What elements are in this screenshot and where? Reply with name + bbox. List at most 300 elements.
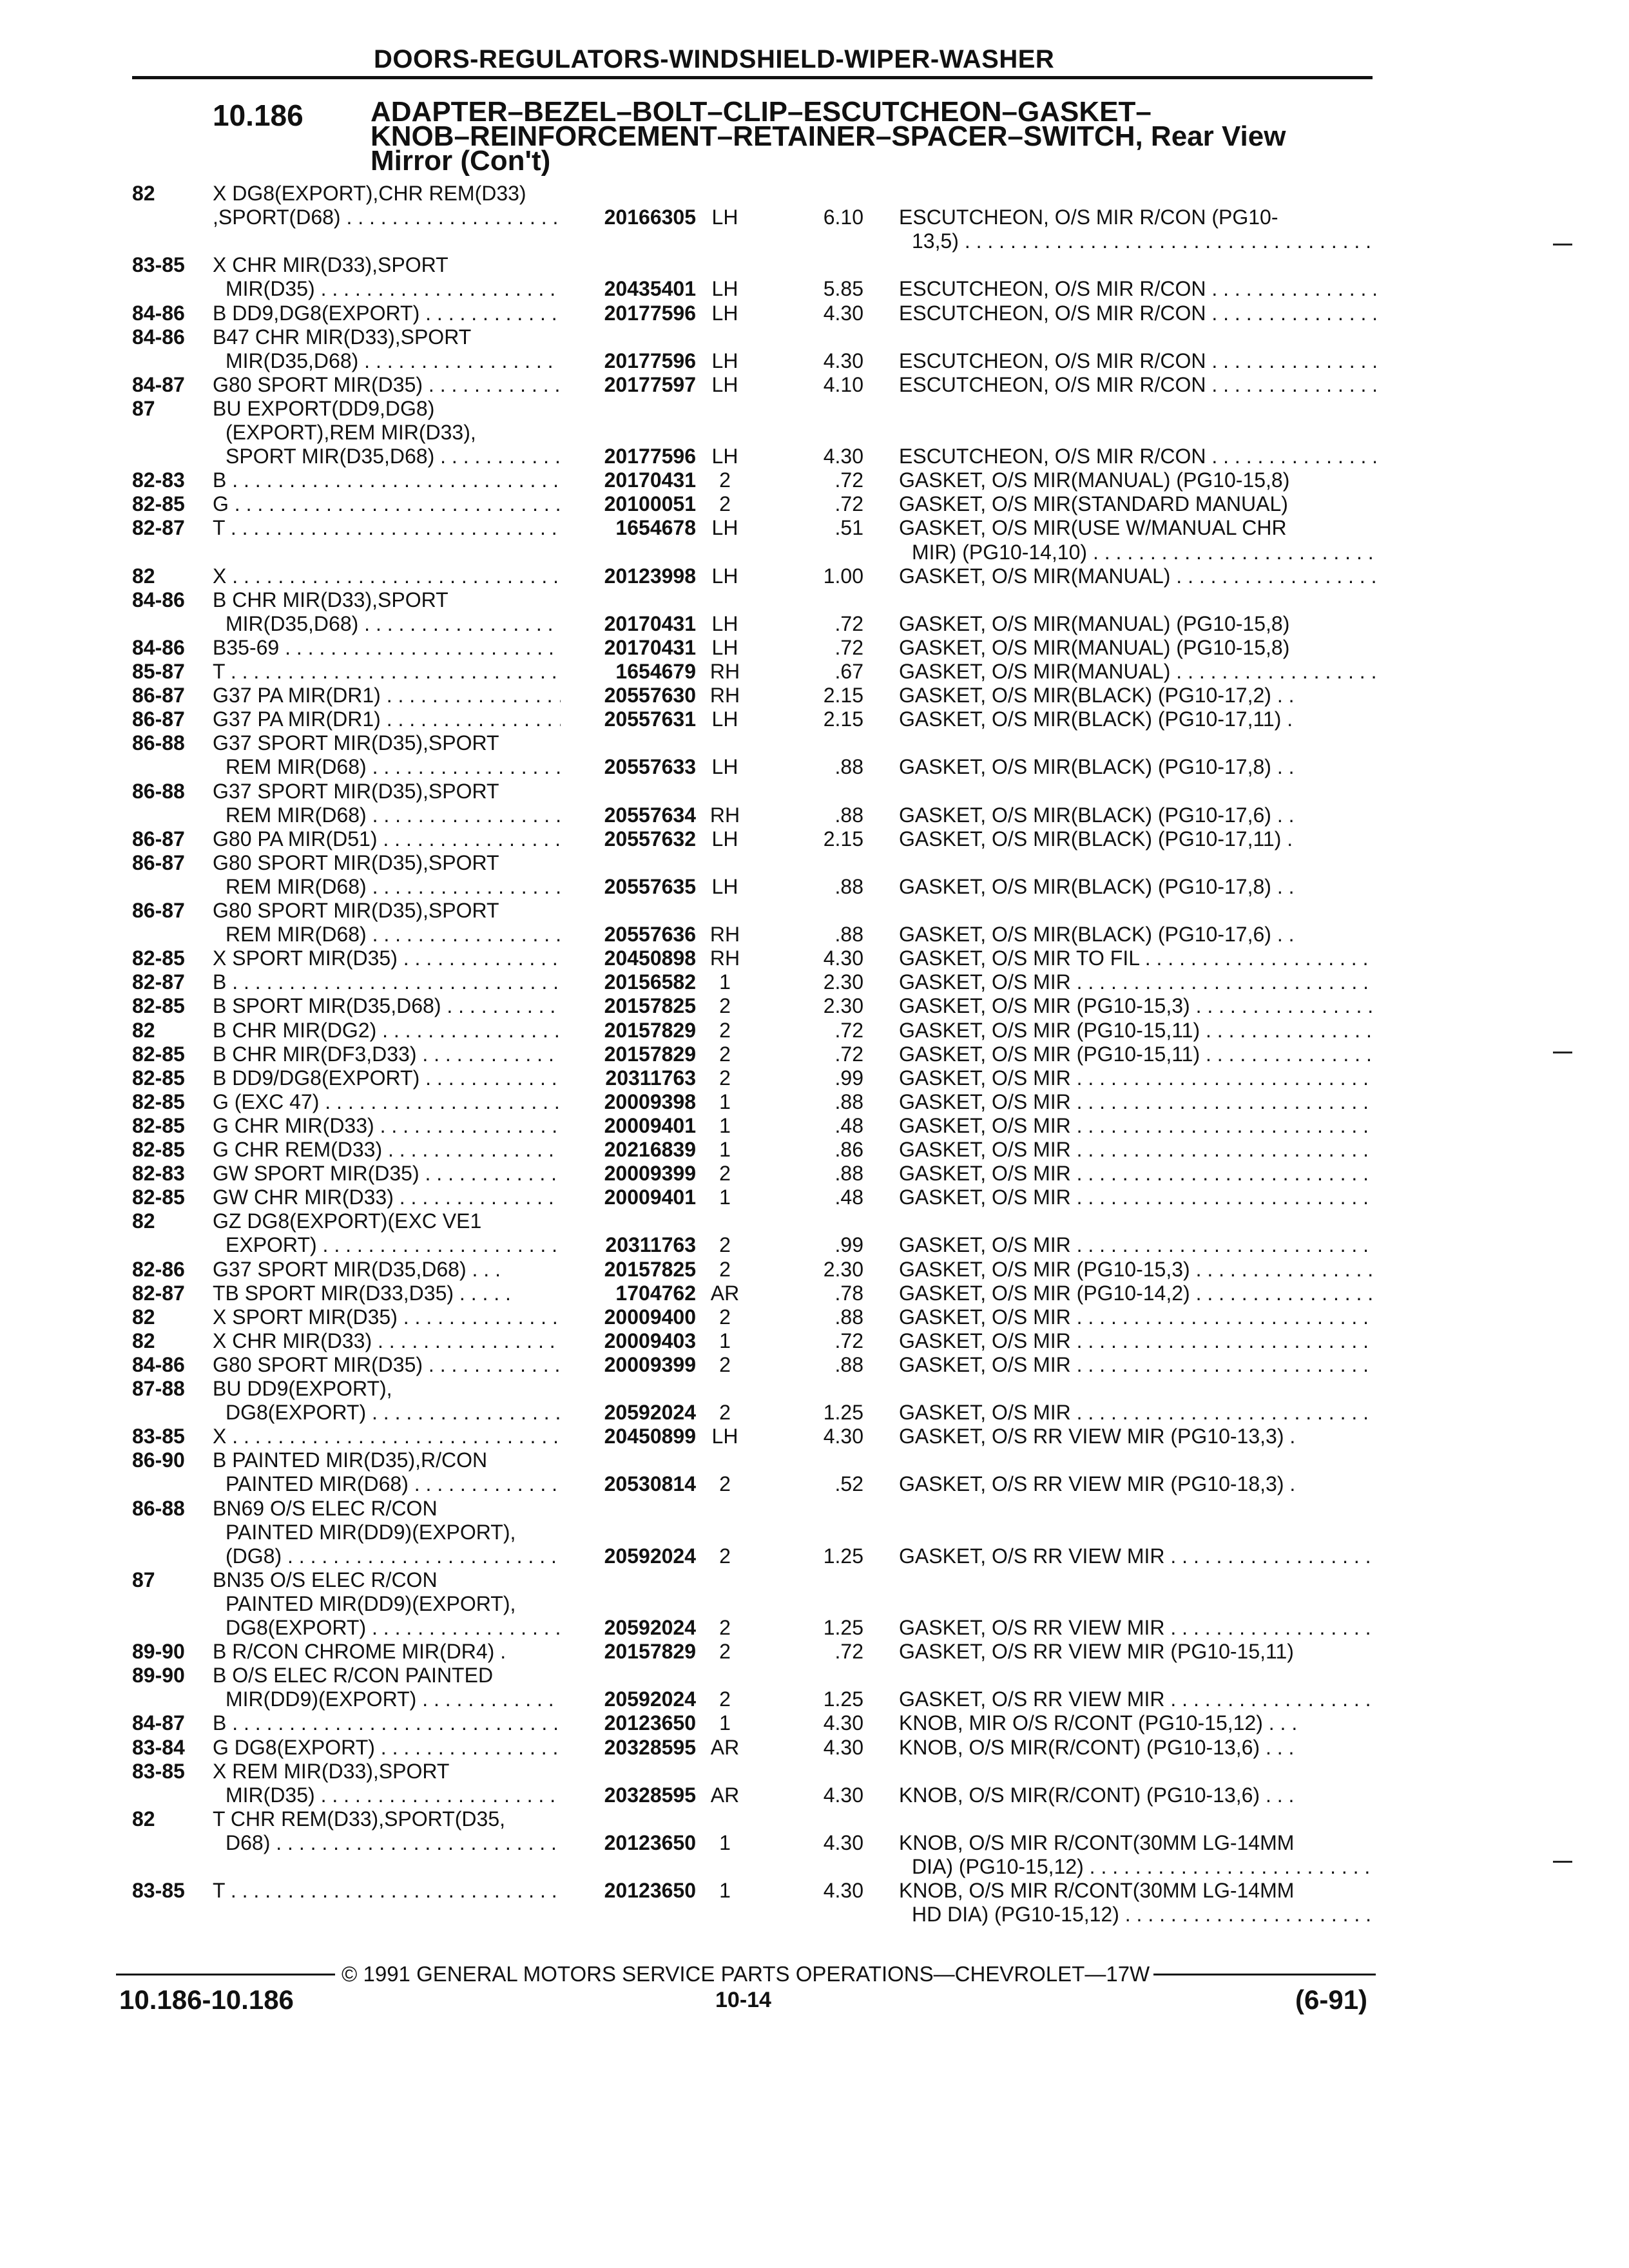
- row-year: 82: [132, 564, 155, 588]
- row-description: X SPORT MIR(D35) . . .: [213, 947, 561, 970]
- row-description: (EXPORT),REM MIR(D33),: [226, 421, 476, 444]
- row-quantity: RH: [709, 923, 740, 947]
- row-description: G . . .: [213, 492, 561, 516]
- table-row: [0, 994, 1629, 1018]
- row-description: G37 SPORT MIR(D35),SPORT: [213, 779, 499, 803]
- row-part-name: GASKET, O/S MIR(STANDARD MANUAL): [899, 492, 1288, 516]
- row-description: TB SPORT MIR(D33,D35) . . . . .: [213, 1281, 511, 1305]
- row-part-name: GASKET, O/S MIR(BLACK) (PG10-17,11) .: [899, 827, 1293, 850]
- row-part-number: 20311763: [605, 1233, 696, 1257]
- row-price: .88: [834, 1305, 863, 1329]
- row-year: 82: [132, 1807, 155, 1831]
- margin-mark: [1553, 1861, 1572, 1863]
- row-description: PAINTED MIR(D68) . . .: [226, 1472, 561, 1496]
- row-description: G37 PA MIR(DR1) . . .: [213, 684, 561, 707]
- row-quantity: LH: [711, 349, 738, 372]
- row-description: REM MIR(D68) . . .: [226, 875, 561, 899]
- row-description: GZ DG8(EXPORT)(EXC VE1: [213, 1209, 482, 1233]
- row-year: 84-87: [132, 1711, 185, 1735]
- row-year: 86-87: [132, 827, 185, 850]
- row-part-number: 20557633: [604, 755, 696, 779]
- table-row: [0, 780, 1629, 803]
- row-year: 82-87: [132, 1281, 185, 1305]
- row-description: B . . .: [213, 970, 561, 994]
- row-part-number: 20123650: [604, 1879, 696, 1903]
- row-part-name: ESCUTCHEON, O/S MIR R/CON . . .: [899, 277, 1376, 301]
- row-description: G80 SPORT MIR(D35) . . .: [213, 373, 561, 397]
- row-year: 82-85: [132, 1138, 185, 1161]
- table-row: [0, 1043, 1629, 1066]
- row-description: G80 SPORT MIR(D35),SPORT: [213, 899, 499, 922]
- table-row: [0, 1664, 1629, 1687]
- section-title-line-1: ADAPTER–BEZEL–BOLT–CLIP–ESCUTCHEON–GASKET–: [371, 96, 1152, 128]
- row-year: 82-85: [132, 994, 185, 1018]
- row-price: 4.30: [823, 445, 863, 468]
- row-year: 84-86: [132, 325, 185, 349]
- row-description: X . . .: [213, 1425, 561, 1448]
- row-part-name: KNOB, O/S MIR(R/CONT) (PG10-13,6) . . .: [899, 1735, 1295, 1759]
- row-quantity: 2: [719, 1544, 731, 1568]
- row-part-name: ESCUTCHEON, O/S MIR R/CON . . .: [899, 445, 1376, 468]
- row-price: 1.00: [823, 564, 863, 588]
- row-part-name: GASKET, O/S MIR(MANUAL) . . .: [899, 564, 1376, 588]
- row-quantity: LH: [711, 301, 738, 325]
- row-price: 4.30: [823, 301, 863, 325]
- row-part-number: 20216839: [604, 1138, 696, 1161]
- row-part-name: 13,5) . . .: [912, 229, 1376, 253]
- row-year: 83-85: [132, 1759, 185, 1783]
- row-part-number: 1654678: [615, 516, 696, 540]
- row-year: 82: [132, 182, 155, 205]
- row-price: 2.15: [823, 707, 863, 731]
- row-year: 89-90: [132, 1640, 185, 1664]
- table-row: [0, 421, 1629, 445]
- row-year: 82: [132, 1305, 155, 1329]
- table-row: [0, 1090, 1629, 1114]
- table-row: [0, 923, 1629, 947]
- table-row: [0, 1879, 1629, 1903]
- row-year: 86-87: [132, 899, 185, 922]
- row-part-number: 20123650: [604, 1831, 696, 1854]
- table-row: [0, 229, 1629, 253]
- table-row: [0, 1544, 1629, 1568]
- table-row: [0, 660, 1629, 684]
- row-part-name: ESCUTCHEON, O/S MIR R/CON . . .: [899, 302, 1376, 325]
- table-row: [0, 1425, 1629, 1448]
- row-description: X DG8(EXPORT),CHR REM(D33): [213, 182, 526, 205]
- row-year: 84-86: [132, 635, 185, 659]
- row-part-number: 1704762: [615, 1281, 696, 1305]
- row-description: T . . .: [213, 1879, 561, 1903]
- row-description: EXPORT) . . .: [226, 1233, 561, 1257]
- table-row: [0, 947, 1629, 970]
- table-row: [0, 1448, 1629, 1472]
- table-row: [0, 325, 1629, 349]
- row-quantity: 2: [719, 1401, 731, 1425]
- table-row: [0, 1616, 1629, 1640]
- table-row: [0, 1711, 1629, 1735]
- row-description: MIR(D35) . . .: [226, 277, 561, 301]
- row-part-name: GASKET, O/S MIR (PG10-15,11) . . .: [899, 1043, 1376, 1066]
- row-quantity: RH: [709, 803, 740, 827]
- row-part-number: 20170431: [604, 468, 696, 492]
- row-price: 6.10: [823, 206, 863, 229]
- row-year: 89-90: [132, 1664, 185, 1687]
- row-part-name: GASKET, O/S MIR(BLACK) (PG10-17,2) . .: [899, 684, 1295, 707]
- table-row: [0, 1855, 1629, 1879]
- row-price: .86: [834, 1138, 863, 1161]
- table-row: [0, 492, 1629, 516]
- margin-mark: [1553, 1052, 1572, 1053]
- row-part-name: GASKET, O/S RR VIEW MIR (PG10-18,3) .: [899, 1472, 1296, 1496]
- row-part-name: ESCUTCHEON, O/S MIR R/CON (PG10-: [899, 206, 1278, 229]
- row-part-name: GASKET, O/S MIR . . .: [899, 1305, 1376, 1329]
- row-description: DG8(EXPORT) . . .: [226, 1616, 561, 1640]
- row-quantity: LH: [711, 206, 738, 229]
- row-part-name: ESCUTCHEON, O/S MIR R/CON . . .: [899, 373, 1376, 397]
- table-row: [0, 182, 1629, 206]
- table-row: [0, 1329, 1629, 1353]
- row-description: MIR(D35,D68) . . .: [226, 349, 561, 373]
- table-row: [0, 1162, 1629, 1186]
- row-price: .99: [834, 1066, 863, 1090]
- row-quantity: LH: [711, 277, 738, 301]
- row-price: 5.85: [823, 277, 863, 301]
- row-quantity: 2: [719, 1687, 731, 1711]
- row-part-name: GASKET, O/S MIR . . .: [899, 1329, 1376, 1353]
- row-part-name: GASKET, O/S MIR (PG10-14,2) . . .: [899, 1282, 1376, 1305]
- row-quantity: 2: [719, 1257, 731, 1281]
- table-row: [0, 468, 1629, 492]
- row-year: 82: [132, 1329, 155, 1352]
- row-part-number: 20592024: [604, 1687, 696, 1711]
- table-row: [0, 349, 1629, 373]
- row-part-number: 20157825: [604, 994, 696, 1018]
- row-description: T . . .: [213, 516, 561, 540]
- row-quantity: RH: [709, 660, 740, 683]
- row-part-name: HD DIA) (PG10-15,12) . . .: [912, 1903, 1376, 1927]
- row-part-name: KNOB, MIR O/S R/CONT (PG10-15,12) . . .: [899, 1711, 1298, 1735]
- row-description: B R/CON CHROME MIR(DR4) .: [213, 1640, 506, 1664]
- table-row: [0, 612, 1629, 636]
- row-year: 82-85: [132, 1113, 185, 1137]
- row-description: ,SPORT(D68) . . .: [213, 206, 561, 229]
- table-row: [0, 277, 1629, 301]
- row-part-number: 20450899: [604, 1425, 696, 1448]
- row-description: DG8(EXPORT) . . .: [226, 1401, 561, 1425]
- row-part-number: 20156582: [604, 970, 696, 994]
- row-year: 82-87: [132, 970, 185, 994]
- row-part-name: KNOB, O/S MIR(R/CONT) (PG10-13,6) . . .: [899, 1783, 1295, 1807]
- row-price: .88: [834, 1090, 863, 1113]
- row-year: 82-86: [132, 1257, 185, 1281]
- row-price: 4.30: [823, 1711, 863, 1735]
- row-year: 86-87: [132, 684, 185, 707]
- row-description: MIR(D35) . . .: [226, 1783, 561, 1807]
- row-price: .88: [834, 755, 863, 779]
- row-quantity: AR: [710, 1281, 740, 1305]
- row-part-number: 20592024: [604, 1616, 696, 1639]
- row-year: 83-84: [132, 1735, 185, 1759]
- row-price: 4.30: [823, 1879, 863, 1903]
- row-year: 84-86: [132, 1352, 185, 1376]
- row-price: .72: [834, 1018, 863, 1042]
- row-price: 4.30: [823, 1783, 863, 1807]
- row-quantity: 1: [719, 1113, 731, 1137]
- row-quantity: 2: [719, 994, 731, 1018]
- table-row: [0, 1258, 1629, 1282]
- row-part-name: DIA) (PG10-15,12) . . .: [912, 1855, 1376, 1879]
- row-part-number: 20166305: [604, 206, 696, 229]
- row-description: G (EXC 47) . . .: [213, 1090, 561, 1114]
- row-part-name: GASKET, O/S MIR . . .: [899, 970, 1376, 994]
- row-quantity: AR: [710, 1735, 740, 1759]
- row-price: .67: [834, 660, 863, 683]
- row-part-number: 20009399: [604, 1162, 696, 1186]
- row-year: 86-88: [132, 1496, 185, 1520]
- row-part-name: GASKET, O/S MIR . . .: [899, 1114, 1376, 1138]
- row-description: G37 SPORT MIR(D35,D68) . . .: [213, 1257, 501, 1281]
- row-part-name: GASKET, O/S MIR(MANUAL) (PG10-15,8): [899, 468, 1290, 492]
- row-part-number: 20557631: [604, 707, 696, 731]
- row-description: T . . .: [213, 660, 561, 684]
- table-row: [0, 1831, 1629, 1855]
- row-quantity: 2: [719, 1472, 731, 1496]
- row-description: B CHR MIR(DG2) . . .: [213, 1019, 561, 1043]
- table-row: [0, 1783, 1629, 1807]
- footer-copyright: © 1991 GENERAL MOTORS SERVICE PARTS OPERATIONS—CHEVROLET—17W: [342, 1962, 1150, 1986]
- row-year: 86-90: [132, 1448, 185, 1472]
- section-title-line-3: Mirror (Con't): [371, 145, 551, 177]
- table-row: [0, 302, 1629, 325]
- row-quantity: 1: [719, 1138, 731, 1161]
- row-part-number: 20123650: [604, 1711, 696, 1735]
- row-part-name: GASKET, O/S MIR(MANUAL) (PG10-15,8): [899, 635, 1290, 659]
- row-part-number: 20177597: [604, 372, 696, 396]
- row-year: 84-86: [132, 588, 185, 611]
- row-part-name: GASKET, O/S MIR . . .: [899, 1066, 1376, 1090]
- row-price: 4.30: [823, 1735, 863, 1759]
- row-description: BN69 O/S ELEC R/CON: [213, 1496, 438, 1520]
- row-part-name: KNOB, O/S MIR R/CONT(30MM LG-14MM: [899, 1831, 1295, 1854]
- row-year: 82: [132, 1018, 155, 1042]
- row-year: 82-85: [132, 1042, 185, 1066]
- row-quantity: 1: [719, 1711, 731, 1735]
- table-row: [0, 731, 1629, 755]
- row-price: 2.15: [823, 684, 863, 707]
- row-quantity: LH: [711, 564, 738, 588]
- row-price: .72: [834, 1640, 863, 1664]
- row-part-number: 20592024: [604, 1544, 696, 1568]
- row-description: MIR(D35,D68) . . .: [226, 612, 561, 636]
- row-part-number: 20557636: [604, 923, 696, 947]
- table-row: [0, 541, 1629, 564]
- row-part-number: 20123998: [604, 564, 696, 588]
- row-description: PAINTED MIR(DD9)(EXPORT),: [226, 1591, 516, 1615]
- row-quantity: LH: [711, 445, 738, 468]
- row-description: REM MIR(D68) . . .: [226, 923, 561, 947]
- table-row: [0, 1521, 1629, 1544]
- row-part-number: 20435401: [604, 277, 696, 301]
- row-price: 1.25: [823, 1616, 863, 1639]
- row-quantity: 1: [719, 1879, 731, 1903]
- row-description: G37 SPORT MIR(D35),SPORT: [213, 731, 499, 755]
- table-row: [0, 1114, 1629, 1138]
- row-part-number: 20009403: [604, 1329, 696, 1352]
- row-description: G80 PA MIR(D51) . . .: [213, 827, 561, 851]
- table-row: [0, 253, 1629, 277]
- row-year: 87: [132, 396, 155, 420]
- table-row: [0, 1640, 1629, 1664]
- row-quantity: LH: [711, 635, 738, 659]
- row-year: 87-88: [132, 1377, 185, 1400]
- row-description: G DG8(EXPORT) . . .: [213, 1736, 561, 1760]
- row-quantity: LH: [711, 516, 738, 540]
- row-part-name: GASKET, O/S MIR . . .: [899, 1353, 1376, 1377]
- table-row: [0, 1019, 1629, 1043]
- row-year: 82-85: [132, 492, 185, 516]
- row-part-number: 20177596: [604, 445, 696, 468]
- row-quantity: AR: [710, 1783, 740, 1807]
- row-quantity: 2: [719, 1616, 731, 1639]
- row-part-name: MIR) (PG10-14,10) . . .: [912, 541, 1376, 564]
- row-year: 82: [132, 1209, 155, 1233]
- row-part-number: 20557634: [604, 803, 696, 827]
- row-price: 2.15: [823, 827, 863, 850]
- row-part-number: 20100051: [604, 492, 696, 516]
- table-row: [0, 1401, 1629, 1425]
- row-price: .48: [834, 1186, 863, 1209]
- row-year: 83-85: [132, 1879, 185, 1903]
- row-quantity: LH: [711, 1425, 738, 1448]
- row-quantity: 2: [719, 492, 731, 516]
- row-year: 82-83: [132, 468, 185, 492]
- row-quantity: 2: [719, 1305, 731, 1329]
- row-price: .72: [834, 611, 863, 635]
- row-price: .88: [834, 1352, 863, 1376]
- row-description: D68) . . .: [226, 1831, 561, 1855]
- row-year: 82-85: [132, 1186, 185, 1209]
- table-row: [0, 373, 1629, 397]
- footer-date-code: (6-91): [1295, 1984, 1368, 2015]
- table-row: [0, 1568, 1629, 1592]
- row-price: .51: [834, 516, 863, 540]
- row-year: 84-86: [132, 301, 185, 325]
- margin-mark: [1553, 244, 1572, 245]
- row-price: .88: [834, 1162, 863, 1186]
- row-quantity: 2: [719, 1066, 731, 1090]
- row-quantity: 1: [719, 1090, 731, 1113]
- row-part-number: 20311763: [605, 1066, 696, 1090]
- row-price: 2.30: [823, 994, 863, 1018]
- row-price: .72: [834, 492, 863, 516]
- row-part-name: GASKET, O/S RR VIEW MIR . . .: [899, 1544, 1376, 1568]
- row-part-number: 20157829: [604, 1640, 696, 1664]
- row-price: .72: [834, 468, 863, 492]
- table-row: [0, 1497, 1629, 1521]
- row-price: .72: [834, 1042, 863, 1066]
- row-quantity: LH: [711, 827, 738, 850]
- row-description: G80 SPORT MIR(D35),SPORT: [213, 850, 499, 874]
- row-quantity: LH: [711, 755, 738, 779]
- row-price: 2.30: [823, 970, 863, 994]
- row-part-name: GASKET, O/S MIR . . .: [899, 1186, 1376, 1209]
- row-quantity: 2: [719, 1233, 731, 1257]
- table-row: [0, 684, 1629, 707]
- row-part-name: GASKET, O/S MIR . . .: [899, 1401, 1376, 1425]
- row-description: B DD9/DG8(EXPORT) . . .: [213, 1066, 561, 1090]
- row-year: 82-85: [132, 947, 185, 970]
- table-row: [0, 1687, 1629, 1711]
- table-row: [0, 803, 1629, 827]
- row-part-name: GASKET, O/S MIR TO FIL . . .: [899, 947, 1376, 970]
- section-number: 10.186: [213, 99, 304, 132]
- row-description: X CHR MIR(D33) . . .: [213, 1329, 561, 1353]
- row-quantity: 2: [719, 1162, 731, 1186]
- row-part-number: 20557630: [604, 684, 696, 707]
- table-row: [0, 397, 1629, 421]
- table-row: [0, 1066, 1629, 1090]
- table-row: [0, 1353, 1629, 1377]
- row-price: 4.30: [823, 1831, 863, 1854]
- row-part-name: GASKET, O/S MIR(USE W/MANUAL CHR: [899, 516, 1287, 540]
- row-description: G37 PA MIR(DR1) . . .: [213, 707, 561, 731]
- row-price: 4.10: [823, 372, 863, 396]
- table-row: [0, 970, 1629, 994]
- footer-rule-right: [1153, 1974, 1376, 1975]
- row-quantity: LH: [711, 707, 738, 731]
- table-row: [0, 564, 1629, 588]
- row-price: 4.30: [823, 349, 863, 372]
- row-description: B47 CHR MIR(D33),SPORT: [213, 325, 472, 349]
- row-year: 84-87: [132, 372, 185, 396]
- row-description: B SPORT MIR(D35,D68) . . .: [213, 994, 561, 1018]
- row-description: B PAINTED MIR(D35),R/CON: [213, 1448, 488, 1472]
- section-title-line-2: KNOB–REINFORCEMENT–RETAINER–SPACER–SWITCH, Rear View: [371, 120, 1286, 152]
- row-description: SPORT MIR(D35,D68) . . .: [226, 445, 561, 468]
- row-quantity: 1: [719, 1831, 731, 1854]
- row-year: 86-87: [132, 850, 185, 874]
- table-row: [0, 636, 1629, 660]
- table-row: [0, 1472, 1629, 1496]
- row-part-number: 20009401: [604, 1186, 696, 1209]
- row-price: .88: [834, 874, 863, 898]
- row-description: G CHR REM(D33) . . .: [213, 1138, 561, 1162]
- row-year: 86-88: [132, 731, 185, 755]
- row-description: T CHR REM(D33),SPORT(D35,: [213, 1807, 505, 1831]
- table-row: [0, 851, 1629, 875]
- row-part-name: GASKET, O/S MIR (PG10-15,3) . . .: [899, 994, 1376, 1018]
- row-year: 87: [132, 1568, 155, 1591]
- row-part-number: 20157829: [604, 1042, 696, 1066]
- row-quantity: 2: [719, 1018, 731, 1042]
- table-row: [0, 1592, 1629, 1616]
- row-description: GW SPORT MIR(D35) . . .: [213, 1162, 561, 1186]
- row-quantity: LH: [711, 372, 738, 396]
- row-year: 85-87: [132, 660, 185, 683]
- footer-rule-left: [116, 1974, 335, 1975]
- table-row: [0, 1903, 1629, 1927]
- table-row: [0, 899, 1629, 923]
- row-part-name: GASKET, O/S MIR . . .: [899, 1162, 1376, 1186]
- table-row: [0, 827, 1629, 851]
- row-year: 82-85: [132, 1066, 185, 1090]
- row-quantity: 2: [719, 468, 731, 492]
- row-quantity: 2: [719, 1352, 731, 1376]
- row-quantity: RH: [709, 684, 740, 707]
- table-row: [0, 755, 1629, 779]
- row-part-name: GASKET, O/S MIR(BLACK) (PG10-17,11) .: [899, 707, 1293, 731]
